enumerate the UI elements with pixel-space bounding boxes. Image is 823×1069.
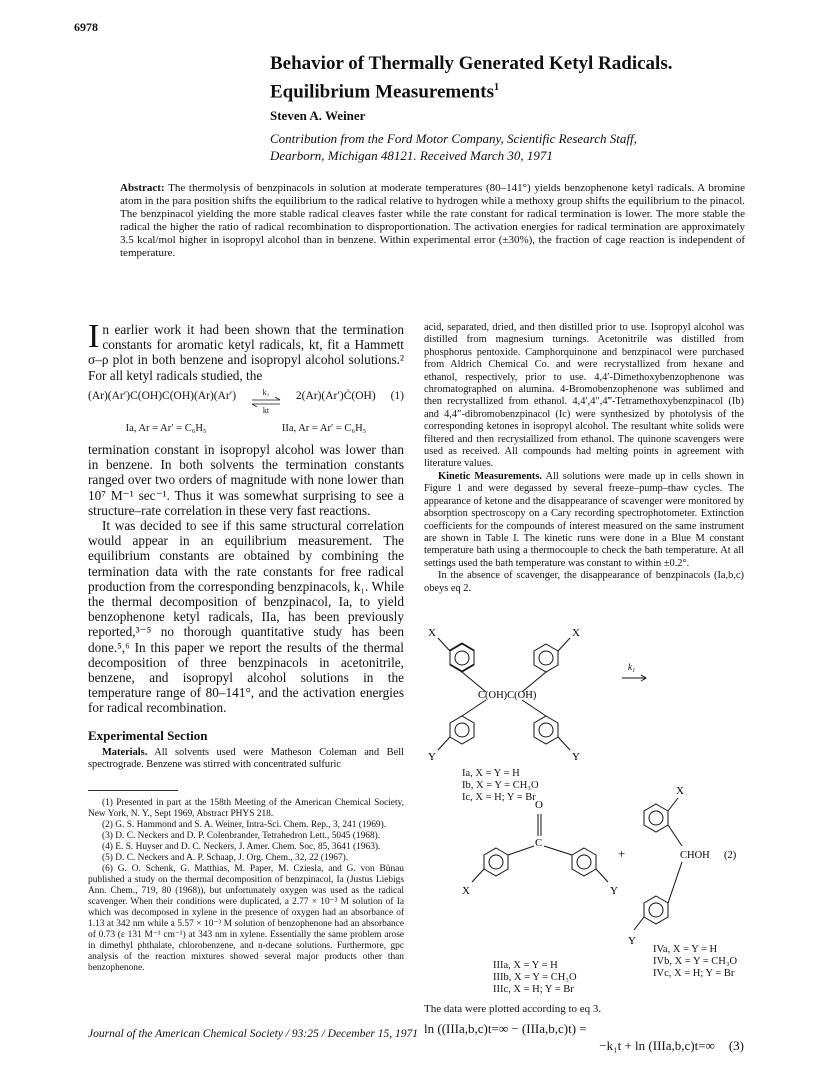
journal-footer: Journal of the American Chemical Society / 93:25 / December 15, 1971 [88, 1028, 419, 1040]
substituent-x: X [462, 885, 470, 897]
substituent-x: X [676, 786, 684, 797]
affiliation [270, 130, 710, 164]
benzene-ring-icon [534, 644, 558, 672]
eq1-left: (Ar)(Ar′)C(OH)C(OH)(Ar)(Ar′) [88, 389, 237, 402]
aromatic-circle-icon [489, 855, 503, 869]
equation-1 [88, 389, 404, 415]
footnotes [88, 798, 404, 974]
abstract-label: Abstract: [120, 182, 165, 194]
affiliation-line-1: Contribution from the Ford Motor Company, Scientific Research Staff, [270, 131, 637, 146]
pinacol-center-label: C(OH)C(OH) [478, 690, 537, 701]
aromatic-circle-icon [539, 651, 553, 665]
aromatic-circle-icon [649, 811, 663, 825]
aromatic-circle-icon [577, 855, 591, 869]
left-column [88, 318, 404, 772]
eq3-line-2: −k₁t + ln (IIIa,b,c)t=∞ [599, 1038, 715, 1053]
drop-cap: I [88, 318, 100, 355]
equation-1-labels: Ia, Ar = Ar′ = C₆H₅ IIa, Ar = Ar′ = C₆H₅ [125, 422, 367, 434]
affiliation-line-2: Dearborn, Michigan 48121. Received March 30, 1971 [270, 148, 553, 163]
abstract-text: The thermolysis of benzpinacols in solution at moderate temperatures (80–141°) yields benzophenone ketyl radicals. A bromine atom in the para position shifts the equilibrium to the radical relative to hydrogen while a methoxy group shifts the equilibrium to the pinacol. The benzpinacol yielding the more stable radical cleaves faster while the rate constant for radical termination is lower. The more stable the radical the higher the ratio of radical recombination to disproportionation. The activation energies for radical termination are approximately 3.5 kcal/mol higher in isopropyl alcohol than in benzene. Within experimental error (±30%), the fraction of cage reaction is independent of temperature. [120, 182, 745, 259]
materials-continued: acid, separated, dried, and then distilled prior to use. Isopropyl alcohol was distilled from magnesium turnings. Acetonitrile was distilled from phosphorus pentoxide. Camphorquinone and benzpinacol were purchased from Aldrich Chemical Co. and were recrystallized from hexane and ethanol, respectively, prior to use. 4,4′-Dimethoxybenzophenone was chromatographed on alumina. 4-Bromobenzophenone was sublimed and then recrystallized from ethanol. 4,4′,4″,4‴-Tetramethoxybenzpinacol (Ib) and 4,4″-dibromobenzpinacol (Ic) were synthesized by photolysis of the corresponding ketones in isopropyl alcohol. The resultant white solids were filtered and then recrystallized from ethanol. The quinone scavengers were used as received. All compounds had melting points in agreement with literature values. [424, 322, 744, 470]
benzene-ring-icon [484, 848, 508, 876]
intro-paragraph: In earlier work it had been shown that the termination constants for aromatic ketyl radicals, kt, fit a Hammett σ–ρ plot in both benzene and isopropyl alcohol solutions.² For all ketyl radicals studied, the [88, 318, 404, 383]
eq3-line-1: ln ((IIIa,b,c)t=∞ − (IIIa,b,c)t) = [424, 1021, 587, 1036]
benzpinacol-structure [424, 620, 744, 768]
title-line-1: Behavior of Thermally Generated Ketyl Radicals. [270, 53, 673, 74]
footnote: (4) E. S. Huyser and D. C. Neckers, J. Amer. Chem. Soc, 85, 3641 (1963). [102, 842, 381, 852]
alcohol-labels: IVa, X = Y = H IVb, X = Y = CH₃O IVc, X = H; Y = Br [653, 944, 738, 979]
paragraph-3: It was decided to see if this same structural correlation would appear in an equilibrium measurement. The equilibrium constants are obtained by combining the termination data with the rate constants for free radical production from the corresponding benzpinacols, k₁. While the thermal decomposition of benzpinacol, Ia, to yield benzophenone ketyl radicals, IIa, has been previously reported,³⁻⁵ no thorough quantitative study has been done.⁵,⁶ In this paper we report the results of the thermal decomposition of three benzpinacols in acetonitrile, benzene, and isopropyl alcohol solutions in the temperature range of 80–141°, and the activation energies for radical recombination. [88, 518, 404, 716]
title-footnote-mark: 1 [493, 82, 499, 93]
benzene-ring-icon [644, 804, 668, 832]
substituent-y: Y [428, 751, 436, 763]
substituent-x: X [428, 627, 436, 639]
abstract [120, 182, 745, 260]
paragraph-2: termination constant in isopropyl alcohol was lower than in benzene. In both solvents the termination constants ranged over two orders of magnitude with none lower than 10⁷ M⁻¹ sec⁻¹. Thus it was somewhat surprising to see a structure–rate correlation in these very fast reactions. [88, 442, 404, 518]
benzene-ring-icon [450, 716, 474, 744]
footnote: (5) D. C. Neckers and A. P. Schaap, J. Org. Chem., 32, 22 (1967). [102, 853, 349, 863]
eq1-right: 2(Ar)(Ar′)Ċ(OH) [295, 389, 376, 402]
eq2-number: (2) [724, 850, 737, 861]
substituent-x: X [572, 627, 580, 639]
scavenger-paragraph: In the absence of scavenger, the disappearance of benzpinacols (Ia,b,c) obeys eq 2. [424, 570, 744, 594]
plus-sign: + [618, 846, 626, 861]
products-structure [424, 786, 744, 966]
article-title [270, 52, 750, 104]
footnote-divider [88, 790, 178, 791]
rate-constant-label: k₁ [628, 662, 636, 672]
eq1-number: (1) [390, 389, 404, 402]
section-heading: Experimental Section [88, 727, 208, 743]
materials-paragraph: Materials. All solvents used were Matheson Coleman and Bell spectrograde. Benzene was stirred with concentrated sulfuric [88, 746, 404, 771]
aromatic-circle-icon [649, 903, 663, 917]
benzene-ring-icon [534, 716, 558, 744]
aromatic-circle-icon [455, 651, 469, 665]
ketone-labels: IIIa, X = Y = H IIIb, X = Y = CH₃O IIIc, X = H; Y = Br [493, 960, 577, 995]
carbonyl-carbon: C [535, 837, 543, 849]
footnote: (3) D. C. Neckers and D. P. Colenbrander, Tetrahedron Lett., 5045 (1968). [102, 831, 381, 841]
carbonyl-oxygen: O [535, 799, 543, 811]
alcohol-carbon-label: CHOH [680, 850, 710, 861]
kinetic-paragraph: Kinetic Measurements. All solutions were made up in cells shown in Figure 1 and were degassed by several freeze–pump–thaw cycles. The appearance of ketone and the disappearance of scavenger were monitored by absorption spectroscopy on a Cary recording spectrophotometer. Extinction coefficients for the compounds of interest measured on the same instrument are shown in Table I. The kinetic runs were done in a Blue M constant temperature bath using a thermocouple to check the bath temperature. At all settings used the bath temperature was constant to within ±0.2°. [424, 470, 744, 569]
substituent-y: Y [628, 935, 636, 947]
substituent-y: Y [610, 885, 618, 897]
substituent-y: Y [572, 751, 580, 763]
benzene-ring-icon [572, 848, 596, 876]
aromatic-circle-icon [539, 723, 553, 737]
eq3-intro: The data were plotted according to eq 3. [424, 1003, 602, 1015]
pinacol-labels: Ia, X = Y = H Ib, X = Y = CH₃O Ic, X = H; Y = Br [462, 768, 539, 803]
page-number: 6978 [74, 20, 98, 34]
right-column [424, 322, 744, 595]
eq3-number: (3) [728, 1038, 744, 1053]
footnote: (2) G. S. Hammond and S. A. Weiner, Intra-Sci. Chem. Rep., 3, 241 (1969). [102, 820, 387, 830]
aromatic-circle-icon [455, 723, 469, 737]
eq1-arrows: k₁ kt [251, 389, 281, 415]
author-name: Steven A. Weiner [270, 108, 366, 123]
footnote: (6) G. O. Schenk, G. Matthias, M. Paper, M. Cziesla, and G. von Bünau published a study on the thermal decomposition of benzpinacol, Ia (Justus Liebigs Ann. Chem., 719, 80 (1968)), but unfortunately oxygen was used as the radical scavenger. When their conditions were duplicated, a 2.77 × 10⁻³ M solution of Ia which was decomposed in xylene in the presence of oxygen had an absorbance of 1.13 at 342 nm while a 5.57 × 10⁻³ M solution of benzophenone had an absorbance of 0.73 (ε 131 M⁻¹ cm⁻¹) at 343 nm in xylene. Essentially the same problem arose in dimethyl phthalate, chlorobenzene, and n-decane solutions. Furthermore, gpc analysis of the reaction mixtures showed several major products other than benzophenone. [88, 864, 404, 973]
footnote: (1) Presented in part at the 158th Meeting of the American Chemical Society, New York, N. Y., Sept 1969, Abstract PHYS 218. [88, 798, 404, 819]
equation-3 [424, 1020, 744, 1054]
title-line-2: Equilibrium Measurements$^1$ [270, 81, 499, 103]
benzene-ring-icon [644, 896, 668, 924]
